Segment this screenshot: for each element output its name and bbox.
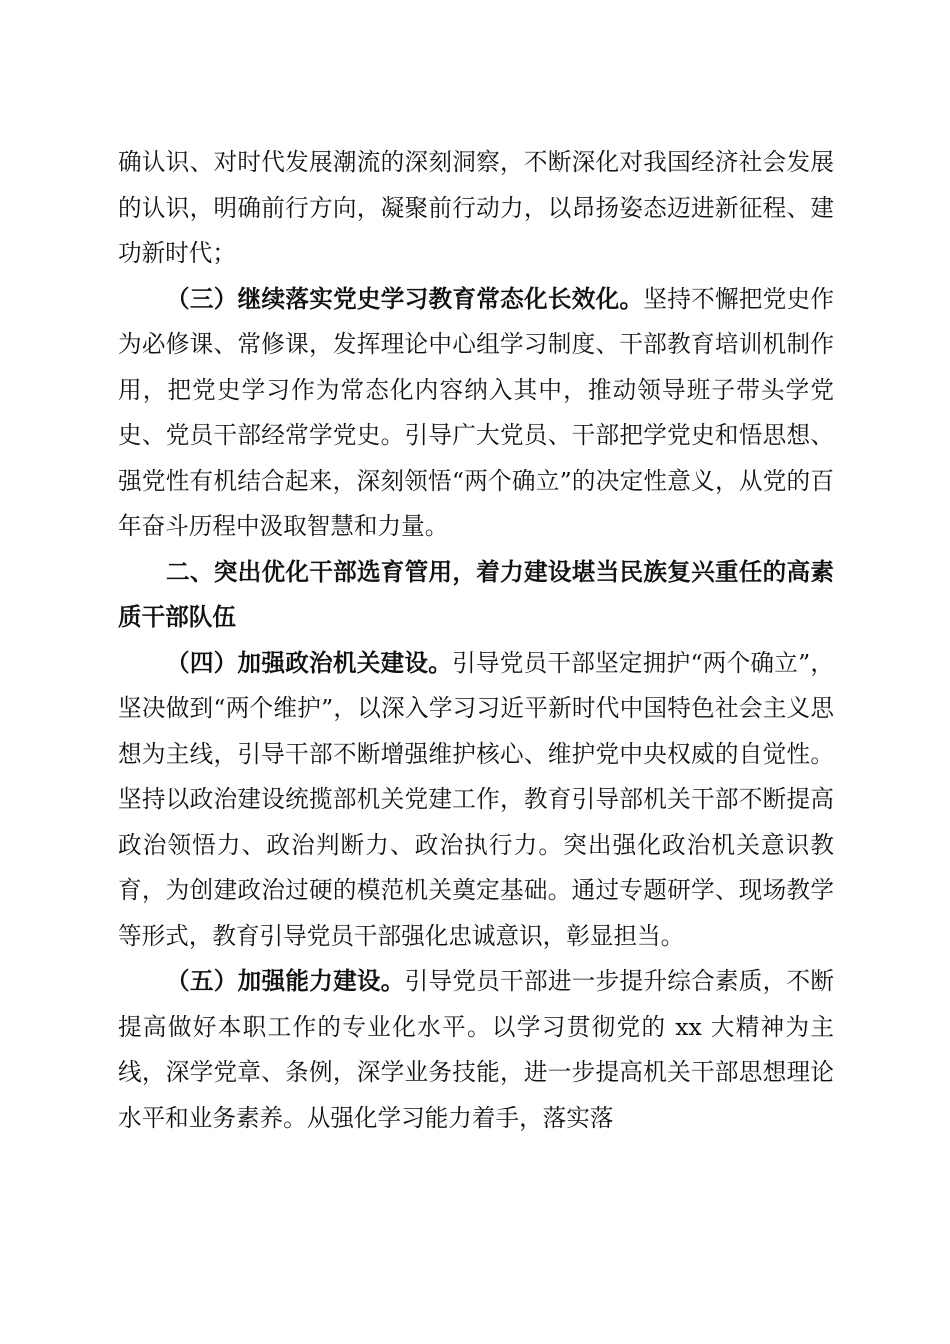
paragraph-continuation — [118, 140, 834, 277]
paragraph-text: 坚持不懈把党史作为必修课、常修课，发挥理论中心组学习制度、干部教育培训机制作用，把党史学习作为常态化内容纳入其中，推动领导班子带头学党史、党员干部经常学党史。引导广大党员、干部把学党史和悟思想、强党性有机结合起来，深刻领悟“两个确立”的决定性意义，从党的百年奋斗历程中汲取智慧和力量。 — [118, 284, 835, 540]
section-heading-2: 二、突出优化干部选育管用，着力建设堪当民族复兴重任的高素质干部队伍 — [118, 557, 834, 631]
paragraph-lead-heading: （四）加强政治机关建设。 — [166, 648, 453, 677]
document-body — [118, 140, 834, 1141]
paragraph-section-3 — [118, 277, 834, 550]
paragraph-lead-heading: （五）加强能力建设。 — [166, 967, 405, 995]
paragraph-section-5 — [118, 959, 834, 1141]
paragraph-lead-heading: （三）继续落实党史学习教育常态化长效化。 — [166, 284, 644, 313]
paragraph-text: 引导党员干部坚定拥护“两个确立”，坚决做到“两个维护”，以深入学习习近平新时代中国特色社会主义思想为主线，引导干部不断增强维护核心、维护党中央权威的自觉性。坚持以政治建设统揽部机关党建工作，教育引导部机关干部不断提高政治领悟力、政治判断力、政治执行力。突出强化政治机关意识教育，为创建政治过硬的模范机关奠定基础。通过专题研学、现场教学等形式，教育引导党员干部强化忠诚意识，彰显担当。 — [118, 648, 835, 950]
paragraph-section-4 — [118, 641, 834, 960]
paragraph-text: 确认识、对时代发展潮流的深刻洞察，不断深化对我国经济社会发展的认识，明确前行方向，凝聚前行动力，以昂扬姿态迈进新征程、建功新时代； — [118, 148, 834, 267]
paragraph-text: 引导党员干部进一步提升综合素质，不断提高做好本职工作的专业化水平。以学习贯彻党的 xx 大精神为主线，深学党章、条例，深学业务技能，进一步提高机关干部思想理论水平和业务素养。从强化学习能力着手，落实落 — [118, 967, 835, 1132]
